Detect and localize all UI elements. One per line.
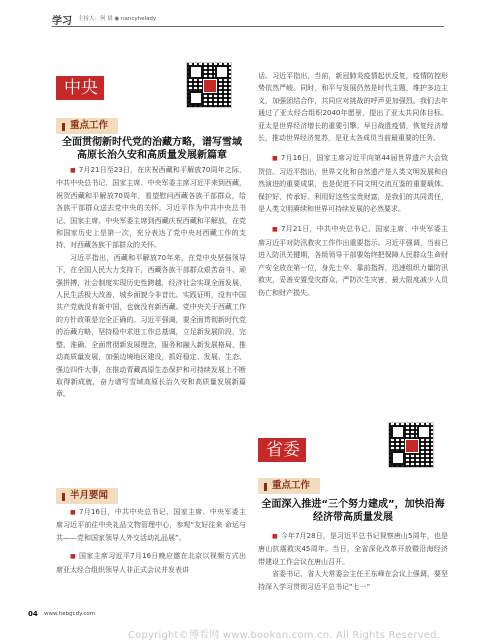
column-title: 学习 xyxy=(52,16,72,27)
bullet-icon: ■ xyxy=(70,167,76,174)
bullet-icon: ■ xyxy=(272,155,278,163)
copyright-watermark: Copyright©博看网 www.bookan.com.cn. All Rights Reserved. xyxy=(128,630,441,641)
article-body xyxy=(56,164,246,401)
article-paragraph: 习近平指出，西藏和平解放70年来，在党中央坚强领导下，在全国人民大力支持下，西藏各族干部群众艰苦奋斗、顽强拼搏，社会制度实现历史性跨越，经济社会实现全面发展，人民生活极大改善，城乡面貌今非昔比。实践证明，没有中国共产党就没有新中国，也就没有新西藏。党中央关于西藏工作的方针政策是完全正确的。习近平强调，要全面贯彻新时代党的治藏方略，坚持稳中求进工作总基调，立足新发展阶段，完整、准确、全面贯彻新发展理念，服务和融入新发展格局，推动高质量发展，加强边境地区建设，抓好稳定、发展、生态、强边四件大事，在推动青藏高原生态保护和可持续发展上不断取得新成就，奋力谱写雪域高原长治久安和高质量发展新篇章。 xyxy=(56,253,246,399)
article-headline: 全面深入推进“三个努力建成”，加快沿海经济带高质量发展 xyxy=(261,499,445,523)
bullet-icon: ■ xyxy=(272,226,278,234)
tag-key-work: 重点工作 xyxy=(56,118,118,134)
tag-key-work: 重点工作 xyxy=(258,478,320,494)
header-divider xyxy=(52,26,444,27)
site-url: www.hebgcdy.com xyxy=(44,611,96,617)
news-item: ■ 7月21日，中共中央总书记、国家主席、中央军委主席习近平对防汛救灾工作作出重要指示。习近平强调，当前已进入防汛关键期，各级领导干部要始终把保障人民群众生命财产安全放在第一位，身先士卒、靠前指挥，迅速组织力量防汛救灾，妥善安置受灾群众，严防次生灾害，最大限度减少人员伤亡和财产损失。 xyxy=(258,225,448,297)
bullet-icon: ■ xyxy=(70,553,76,561)
article-headline: 全面贯彻新时代党的治藏方略，谱写雪域高原长治久安和高质量发展新篇章 xyxy=(62,137,242,161)
news-item: ■ 7月16日，中共中央总书记、国家主席、中央军委主席习近平前往中央礼品文物管理中心，参观“友好往来 命运与共——党和国家领导人外交活动礼品展”。 xyxy=(56,508,246,542)
news-item: ■ 7月16日，国家主席习近平向第44届世界遗产大会致贺信。习近平指出，世界文化和自然遗产是人类文明发展和自然演进的重要成果，也是促进不同文明交流互鉴的重要载体。保护好、传承好、利用好这些宝贵财富，是我们的共同责任，是人类文明赓续和世界可持续发展的必然要求。 xyxy=(258,154,448,214)
qr-code-icon xyxy=(388,422,434,468)
bullet-icon: ■ xyxy=(272,533,278,540)
news-list xyxy=(56,506,246,576)
article-paragraph: 省委书记、省人大常委会主任王东峰在会议上强调，要坚持深入学习贯彻习近平总书记“七一” xyxy=(258,570,448,591)
qr-code-icon xyxy=(186,62,232,108)
bullet-icon: ■ xyxy=(70,509,76,516)
article-body xyxy=(258,530,448,593)
column-host: 主持人：何 晨 ◉ nancyhelady xyxy=(78,16,157,22)
news-continued xyxy=(258,70,448,299)
news-item: ■ 国家主席习近平7月16日晚应邀在北京以视频方式出席亚太经合组织领导人非正式会议并发表讲 xyxy=(56,552,246,574)
article-paragraph: ■ 7月21日至23日，在庆祝西藏和平解放70周年之际，中共中央总书记、国家主席、中央军委主席习近平来到西藏，祝贺西藏和平解放70周年，看望慰问西藏各族干部群众，给各族干部群众送去党中央的关怀。习近平作为中共中央总书记、国家主席、中央军委主席到西藏庆祝西藏和平解放，在党和国家历史上是第一次，充分表达了党中央对西藏工作的支持、对西藏各族干部群众的关怀。 xyxy=(56,166,246,250)
page-number: 04 xyxy=(28,610,38,618)
section-banner-provincial: 省委 xyxy=(258,438,306,462)
article-paragraph: ■ 今年7月28日，是习近平总书记视察唐山5周年，也是唐山抗震救灾45周年。当日，全省深化改革开放暨沿海经济带建设工作会议在唐山召开。 xyxy=(258,532,448,566)
section-banner-central: 中央 xyxy=(56,76,104,100)
news-item: 话。习近平指出，当前，新冠肺炎疫情起伏反复，疫情防控形势依然严峻。同时，和平与发展仍然是时代主题，维护多边主义，加强团结合作，共同应对挑战的呼声更加强烈。我们去年通过了亚太经合组织2040年愿景，提出了亚太共同体目标。亚太是世界经济增长的重要引擎。早日战胜疫情，恢复经济增长，推动世界经济复苏，是亚太各成员当前最重要的任务。 xyxy=(258,72,448,143)
tag-news: 半月要闻 xyxy=(56,488,118,504)
